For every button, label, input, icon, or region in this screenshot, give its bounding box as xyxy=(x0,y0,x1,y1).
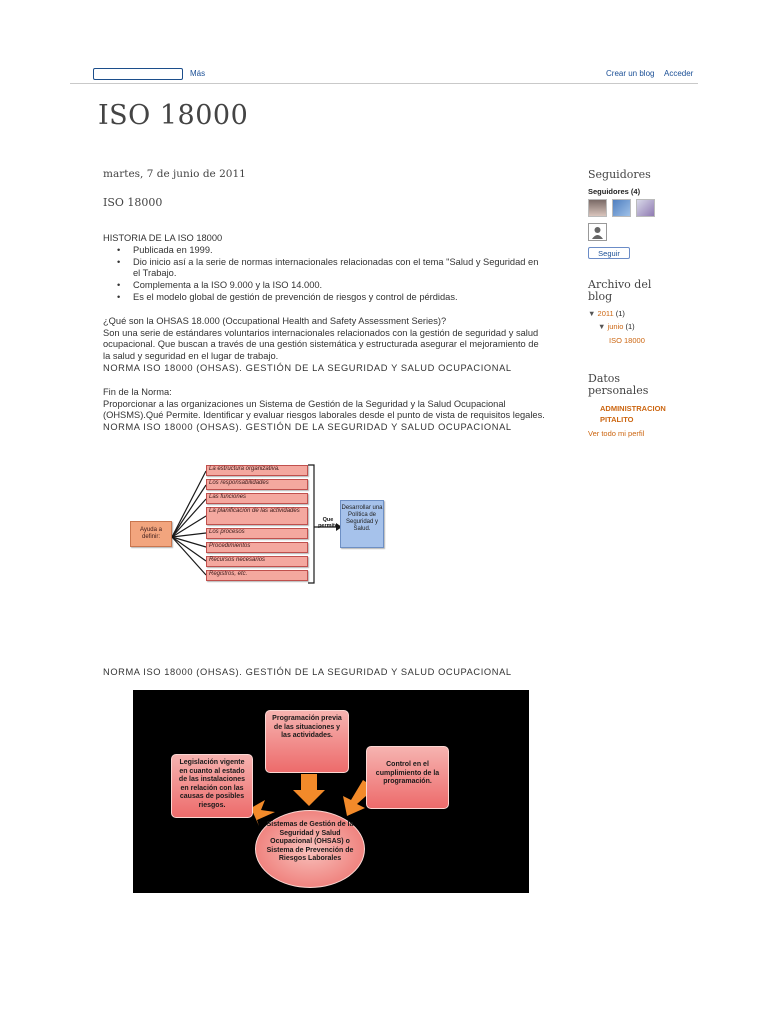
fin-text: Proporcionar a las organizaciones un Sistema de Gestión de la Seguridad y la Salud Ocupacional (OHSMS).Qué Permite. Identificar y evaluar riesgos laborales desde el punto de vista de requisitos legales. xyxy=(103,398,545,421)
post-date: martes, 7 de junio de 2011 xyxy=(103,168,246,180)
diagram-item: Las funciones xyxy=(206,493,308,504)
ohsas-question: ¿Qué son la OHSAS 18.000 (Occupational Health and Safety Assessment Series)? xyxy=(103,315,447,326)
followers-count: Seguidores (4) xyxy=(588,187,641,196)
archive-month-count: (1) xyxy=(625,322,635,331)
diagram-item: La planificación de las actividades xyxy=(206,507,308,525)
avatar[interactable] xyxy=(588,223,607,241)
diagram-item: Recursos necesarios xyxy=(206,556,308,567)
follow-button[interactable]: Seguir xyxy=(588,247,630,259)
list-item: • Publicada en 1999. xyxy=(103,245,548,257)
fin-heading: Fin de la Norma: xyxy=(103,386,172,397)
norma-heading: NORMA ISO 18000 (OHSAS). GESTIÓN DE LA SEGURIDAD Y SALUD OCUPACIONAL xyxy=(103,422,512,433)
profile-name-link[interactable]: ADMINISTRACION PITALITO xyxy=(600,404,666,424)
header-divider xyxy=(70,83,698,84)
archive-year-link[interactable]: 2011 xyxy=(597,309,614,318)
control-box: Control en el cumplimiento de la programación. xyxy=(366,746,449,809)
history-bullets xyxy=(103,245,548,304)
followers-title: Seguidores xyxy=(588,168,651,181)
navbar-more-link[interactable]: Más xyxy=(190,69,206,78)
planning-box: Programación previa de las situaciones y las actividades. xyxy=(265,710,349,773)
help-define-box: Ayuda a definir: xyxy=(130,521,172,547)
norma-heading: NORMA ISO 18000 (OHSAS). GESTIÓN DE LA SEGURIDAD Y SALUD OCUPACIONAL xyxy=(103,362,512,373)
profile-title: Datos personales xyxy=(588,372,649,397)
chevron-down-icon[interactable]: ▼ xyxy=(588,309,596,318)
diagram-item: Los responsabilidades xyxy=(206,479,308,490)
norma-heading: NORMA ISO 18000 (OHSAS). GESTIÓN DE LA SEGURIDAD Y SALUD OCUPACIONAL xyxy=(103,667,512,677)
ohsas-system-diagram xyxy=(133,690,529,893)
diagram-item: Los procesos xyxy=(206,528,308,539)
list-item: • Complementa a la ISO 9.000 y la ISO 14.000. xyxy=(103,280,548,292)
post-title[interactable]: ISO 18000 xyxy=(103,196,163,209)
archive-year-count: (1) xyxy=(615,309,625,318)
archive-year-row xyxy=(588,309,625,318)
ohsas-answer: Son una serie de estándares voluntarios internacionales relacionados con la gestión de seguridad y salud ocupacional. Que buscan a través de una gestión sistemática y estructurada asegurar el mejoramiento de la salud y seguridad en el lugar de trabajo. xyxy=(103,327,539,362)
legislation-box: Legislación vigente en cuanto al estado de las instalaciones en relación con las causas de posibles riesgos. xyxy=(171,754,253,818)
list-item: • Es el modelo global de gestión de prevención de riesgos y control de pérdidas. xyxy=(103,292,548,304)
avatar[interactable] xyxy=(636,199,655,217)
archive-post-link[interactable]: ISO 18000 xyxy=(609,336,645,345)
management-system-oval: Sistemas de Gestión de la Seguridad y Salud Ocupacional (OHSAS) o Sistema de Prevención de Riesgos Laborales xyxy=(255,810,365,888)
navbar-search-input[interactable] xyxy=(93,68,183,80)
archive-title: Archivo del blog xyxy=(588,278,652,303)
diagram-item: Registros, etc. xyxy=(206,570,308,581)
diagram-item: Procedimientos xyxy=(206,542,308,553)
avatar[interactable] xyxy=(612,199,631,217)
goal-box: Desarrollar una Política de Seguridad y Salud. xyxy=(340,500,384,548)
list-item: • Dio inicio así a la serie de normas internacionales relacionadas con el tema "Salud y Seguridad en el Trabajo. xyxy=(103,257,548,281)
archive-month-row xyxy=(598,322,635,331)
blog-title[interactable]: ISO 18000 xyxy=(98,100,249,131)
default-user-icon xyxy=(589,224,606,240)
permits-label: Que permite xyxy=(318,517,338,529)
avatar[interactable] xyxy=(588,199,607,217)
login-link[interactable]: Acceder xyxy=(664,69,694,78)
history-heading: HISTORIA DE LA ISO 18000 xyxy=(103,233,223,243)
archive-month-link[interactable]: junio xyxy=(607,322,624,331)
diagram-item: La estructura organizativa. xyxy=(206,465,308,476)
chevron-down-icon[interactable]: ▼ xyxy=(598,322,606,331)
profile-full-link[interactable]: Ver todo mi perfil xyxy=(588,429,645,438)
create-blog-link[interactable]: Crear un blog xyxy=(606,69,655,78)
post-body xyxy=(103,233,548,434)
ohsas-definition-diagram xyxy=(130,462,390,587)
